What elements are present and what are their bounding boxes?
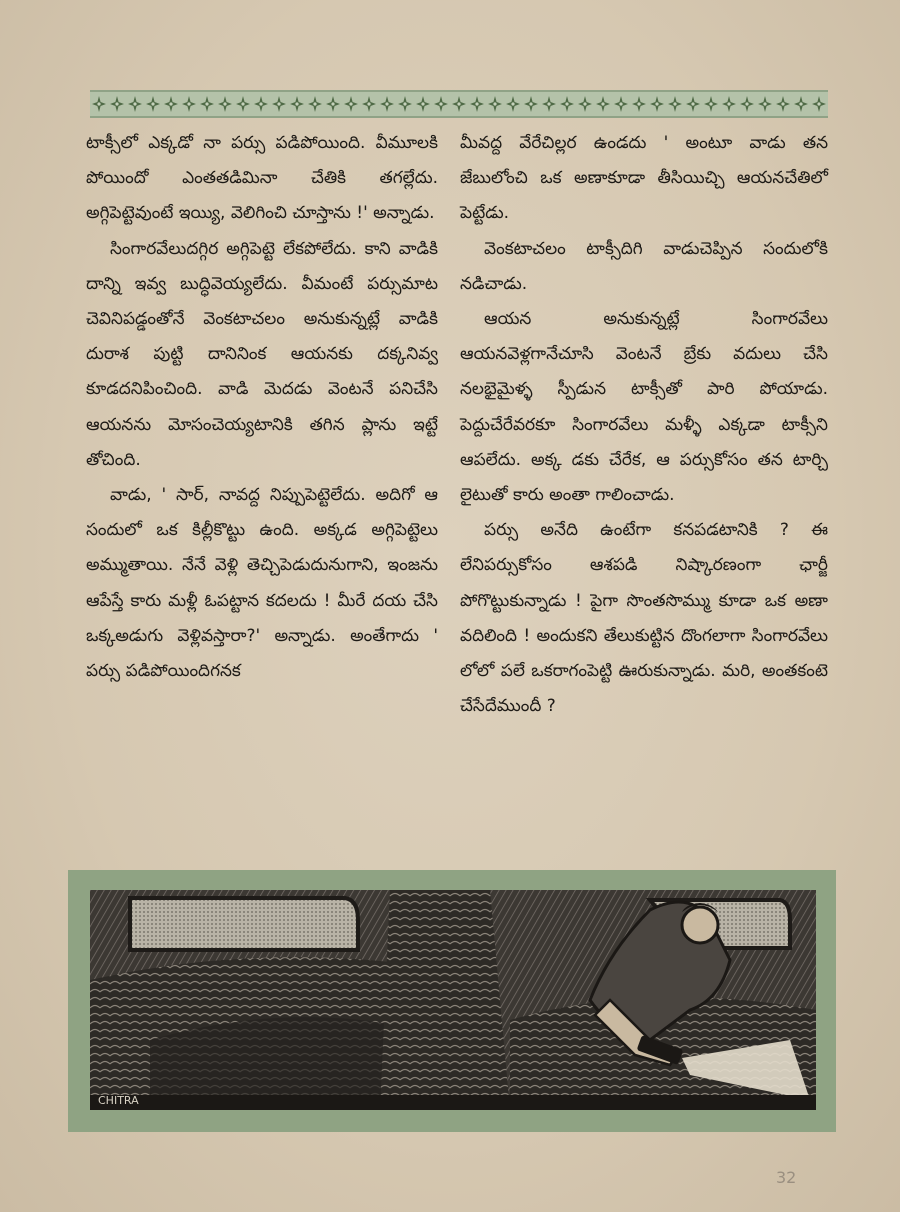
paragraph: పర్సు అనేది ఉంటేగా కనపడటానికి ? ఈ లేనిపర్సుకోసం ఆశపడి నిష్కారణంగా ఛార్జీ పోగొట్టుకున్నాడు ! పైగా సొంతసొమ్ము కూడా ఒక అణా వదిలింది ! అందుకని తేలుకుట్టిన దొంగలాగా సింగారవేలు లోలో పలే ఒకరాగంపెట్టి ఊరుకున్నాడు. మరి, అంతకంటె చేసేదేముందీ ? [460, 520, 828, 717]
paragraph: వాడు, ' సార్, నావద్ద నిప్పుపెట్టెలేదు. అదిగో ఆ సందులో ఒక కిల్లీకొట్టు ఉంది. అక్కడ అగ్గిపెట్టెలు అమ్ముతాయి. నేనే వెళ్లి తెచ్చిపెడుదునుగాని, ఇంజను ఆపేస్తే కారు మళ్లీ ఓపట్టాన కదలదు ! మీరే దయ చేసి ఒక్కఅడుగు వెళ్లివస్తారా?' అన్నాడు. అంతేగాదు ' పర్సు పడిపోయిందిగనక [86, 485, 438, 682]
paragraph: వెంకటాచలం టాక్సీదిగి వాడుచెప్పిన సందులోకి నడిచాడు. [460, 238, 828, 294]
right-text-column [460, 126, 828, 724]
paragraph: సింగారవేలుదగ్గిర అగ్గిపెట్టె లేకపోలేదు. కాని వాడికి దాన్ని ఇవ్వ బుద్ధివెయ్యలేదు. వీమంటే పర్సుమాట చెవినిపడ్డంతోనే వెంకటాచలం అనుకున్నట్లే వాడికి దురాశ పుట్టి దానినింక ఆయనకు దక్కనివ్వ కూడదనిపించింది. వాడి మెదడు వెంటనే పనిచేసి ఆయనను మోసంచెయ్యటానికి తగిన ప్లాను ఇట్టే తోచింది. [86, 238, 438, 470]
paragraph: ఆయన అనుకున్నట్లే సింగారవేలు ఆయనవెళ్లగానేచూసి వెంటనే బ్రేకు వదులు చేసి నలభైమైళ్ళ స్పీడున టాక్సీతో పారి పోయాడు. పెద్దుచేరేవరకూ సింగారవేలు మళ్ళీ ఎక్కడా టాక్సీని ఆపలేదు. అక్క డకు చేరేక, ఆ పర్సుకోసం తన టార్చి లైటుతో కారు అంతా గాలించాడు. [460, 309, 828, 506]
star-pattern-icon [90, 93, 828, 115]
decorative-border-strip [90, 90, 828, 118]
left-text-column [86, 126, 438, 689]
page-number: 32 [776, 1168, 797, 1187]
car-interior-torch-illustration-icon [90, 890, 816, 1110]
paragraph: టాక్సీలో ఎక్కడో నా పర్సు పడిపోయింది. వీమూలకి పోయిందో ఎంతతడిమినా చేతికి తగల్లేదు. అగ్గిపెట్టెవుంటే ఇయ్యి, వెలిగించి చూస్తాను !' అన్నాడు. [86, 133, 438, 224]
paragraph: మీవద్ద వేరేచిల్లర ఉండదు ' అంటూ వాడు తన జేబులోంచి ఒక అణాకూడా తీసియిచ్చి ఆయనచేతిలో పెట్టేడు. [460, 133, 828, 224]
artist-signature: CHITRA [98, 1094, 139, 1107]
